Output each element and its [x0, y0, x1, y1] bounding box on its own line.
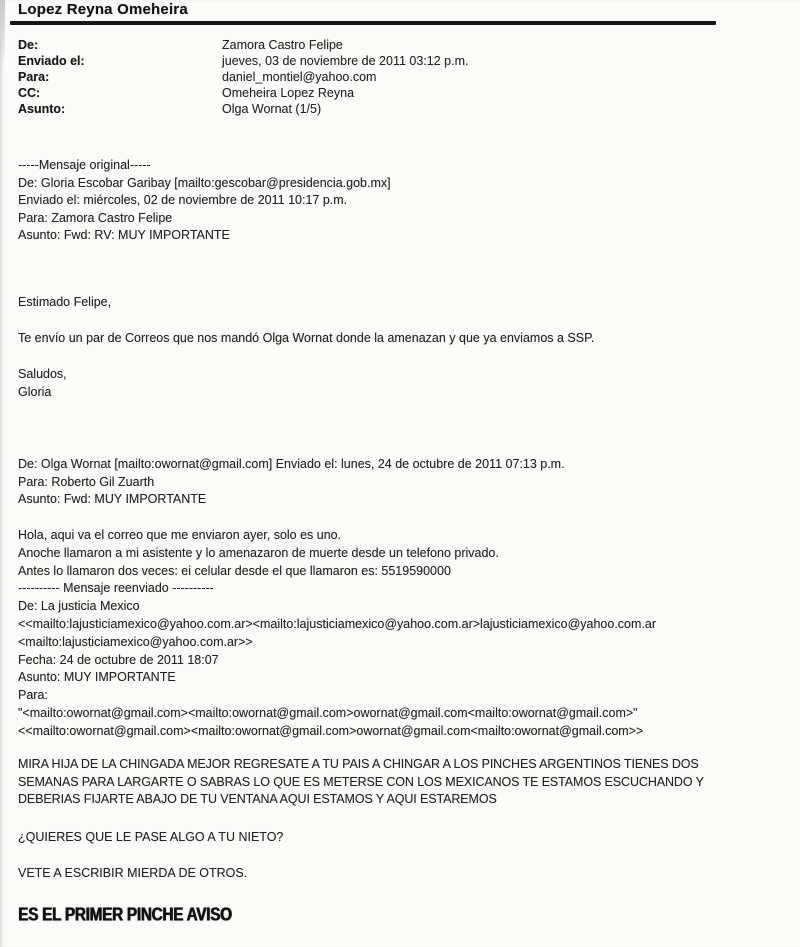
field-label-para: Para:: [18, 70, 50, 84]
resent-to-label: Para:: [18, 688, 48, 703]
original-subject-line: Asunto: Fwd: RV: MUY IMPORTANTE: [18, 228, 230, 243]
signoff-block: [18, 366, 67, 401]
field-value-enviado: jueves, 03 de noviembre de 2011 03:12 p.m.: [222, 54, 469, 68]
second-forwarded-header: [18, 456, 565, 509]
field-label-enviado: Enviado el:: [18, 54, 85, 68]
intro-line: Te envío un par de Correos que nos mandó Olga Wornat donde la amenazan y que ya enviamos a SSP.: [18, 331, 595, 345]
field-value-asunto: Olga Wornat (1/5): [222, 102, 322, 116]
second-subject-line: Asunto: Fwd: MUY IMPORTANTE: [18, 492, 207, 507]
field-label-cc: CC:: [18, 86, 41, 100]
field-value-cc: Omeheira Lopez Reyna: [222, 86, 355, 100]
resent-mailto-line: <mailto:lajusticiamexico@yahoo.com.ar>>: [18, 634, 253, 649]
original-from-line: De: Gloria Escobar Garibay [mailto:gescobar@presidencia.gob.mx]: [18, 175, 391, 190]
threat-line: DEBERIAS FIJARTE ABAJO DE TU VENTANA AQUI ESTAMOS Y AQUI ESTAREMOS: [18, 792, 497, 807]
threat-line: SEMANAS PARA LARGARTE O SABRAS LO QUE ES METERSE CON LOS MEXICANOS TE ESTAMOS ESCUCHANDO Y: [18, 774, 704, 789]
threat-paragraph: [18, 756, 704, 809]
signoff-saludos: Saludos,: [18, 367, 67, 381]
field-value-para: daniel_montiel@yahoo.com: [222, 70, 377, 84]
title-underline: [10, 21, 716, 25]
resent-from-line: De: La justicia Mexico: [18, 599, 140, 614]
original-to-line: Para: Zamora Castro Felipe: [18, 210, 173, 225]
second-from-line: De: Olga Wornat [mailto:owornat@gmail.com] Enviado el: lunes, 24 de octubre de 2011 07:13 p.m.: [18, 457, 565, 471]
field-value-de: Zamora Castro Felipe: [222, 38, 343, 52]
email-header-fields: [18, 37, 468, 117]
header-field-row: [18, 53, 468, 69]
header-field-row: [18, 101, 468, 117]
dismissal-line: VETE A ESCRIBIR MIERDA DE OTROS.: [18, 866, 248, 880]
signoff-name: Gloria: [18, 384, 52, 399]
second-to-line: Para: Roberto Gil Zuarth: [18, 474, 155, 489]
message-line: Antes lo llamaron dos veces: ei celular desde el que llamaron es: 5519590000: [18, 563, 451, 578]
threat-line: MIRA HIJA DE LA CHINGADA MEJOR REGRESATE A TU PAIS A CHINGAR A LOS PINCHES ARGENTINOS TIENES DOS: [18, 757, 699, 771]
page-title: Lopez Reyna Omeheira: [18, 1, 188, 18]
threat-question-line: ¿QUIERES QUE LE PASE ALGO A TU NIETO?: [18, 830, 284, 844]
original-message-separator: -----Mensaje original-----: [18, 158, 151, 172]
forwarded-message-body: [18, 527, 656, 741]
header-field-row: [18, 37, 468, 53]
resent-separator: ---------- Mensaje reenviado ----------: [18, 581, 214, 596]
resent-to-mailto-line: <<mailto:owornat@gmail.com><mailto:owornat@gmail.com>owornat@gmail.com<mailto:owornat@gmail.com>>: [18, 723, 644, 738]
header-field-row: [18, 69, 468, 85]
field-label-asunto: Asunto:: [18, 102, 66, 116]
resent-mailto-line: <<mailto:lajusticiamexico@yahoo.com.ar><mailto:lajusticiamexico@yahoo.com.ar>lajusticiamexico@yahoo.com.ar: [18, 616, 656, 631]
message-line: Anoche llamaron a mi asistente y lo amenazaron de muerte desde un telefono privado.: [18, 545, 499, 560]
closing-warning-stamp: ES EL PRIMER PINCHE AVISO: [18, 905, 232, 926]
original-message-header: [18, 157, 391, 245]
resent-subject-line: Asunto: MUY IMPORTANTE: [18, 670, 176, 685]
greeting-line: Estimado Felipe,: [18, 295, 112, 309]
resent-date-line: Fecha: 24 de octubre de 2011 18:07: [18, 652, 219, 667]
scan-edge-artifact: [0, 0, 5, 70]
field-label-de: De:: [18, 38, 39, 52]
header-field-row: [18, 85, 468, 101]
message-line: Hola, aqui va el correo que me enviaron ayer, solo es uno.: [18, 528, 342, 542]
resent-to-mailto-line: "<mailto:owornat@gmail.com><mailto:owornat@gmail.com>owornat@gmail.com<mailto:owornat@gmail.com>": [18, 705, 638, 720]
original-sent-line: Enviado el: miércoles, 02 de noviembre de 2011 10:17 p.m.: [18, 193, 348, 208]
